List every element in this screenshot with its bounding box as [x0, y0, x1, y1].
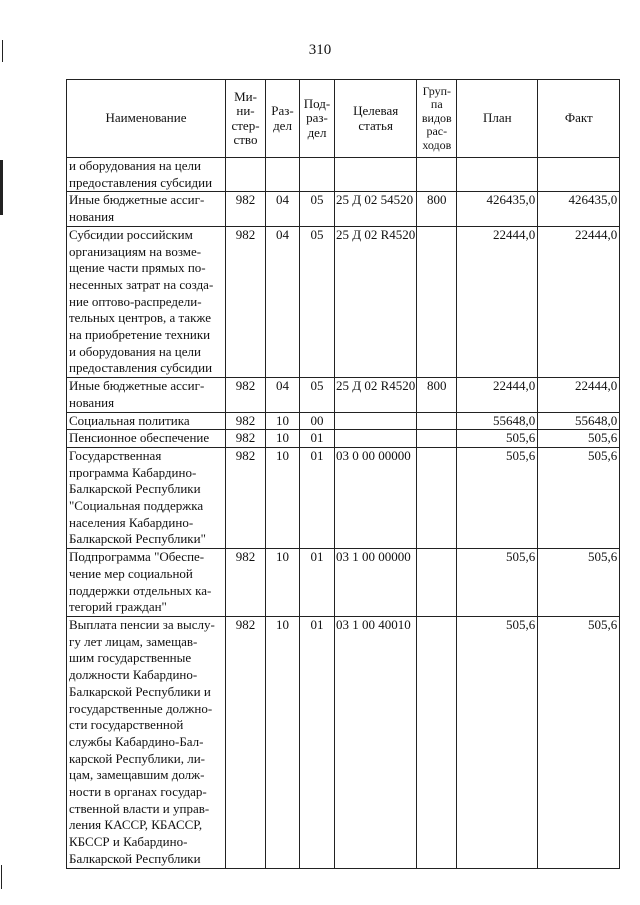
- text-line: гу лет лицам, замещав-: [69, 633, 198, 649]
- text-line: поддержки отдельных ка-: [69, 582, 212, 598]
- cell-plan: 22444,0: [457, 378, 538, 412]
- header-row: [67, 80, 620, 158]
- text-line: должности Кабардино-: [69, 667, 198, 683]
- text-line: видов: [421, 110, 452, 125]
- cell-expense-group: [417, 226, 457, 377]
- cell-section: 10: [266, 412, 300, 430]
- table-row: [67, 378, 620, 412]
- cell-section: 10: [266, 549, 300, 617]
- text-line: щение части прямых по-: [69, 260, 206, 276]
- table-row: [67, 226, 620, 377]
- text-line: Балкарской Республики": [69, 531, 206, 547]
- text-line: Подпрограмма "Обеспе-: [69, 549, 205, 565]
- text-line: нования: [69, 394, 115, 410]
- text-line: Целевая: [353, 103, 399, 118]
- cell-expense-group: [417, 158, 457, 192]
- cell-subsection: 01: [300, 430, 335, 448]
- cell-ministry: 982: [226, 226, 266, 377]
- text-line: Иные бюджетные ассиг-: [69, 192, 205, 208]
- text-line: ходов: [422, 137, 452, 152]
- cell-ministry: 982: [226, 192, 266, 226]
- text-line: несенных затрат на созда-: [69, 276, 214, 292]
- cell-fact: 22444,0: [538, 378, 620, 412]
- cell-expense-group: 800: [417, 192, 457, 226]
- cell-plan: 55648,0: [457, 412, 538, 430]
- cell-subsection: 01: [300, 616, 335, 868]
- cell-ministry: 982: [226, 549, 266, 617]
- cell-subsection: [300, 158, 335, 192]
- text-line: статья: [358, 117, 393, 133]
- text-line: Выплата пенсии за выслу-: [69, 616, 215, 632]
- cell-expense-group: [417, 412, 457, 430]
- cell-plan: 505,6: [457, 549, 538, 617]
- text-line: Ми-: [234, 88, 257, 104]
- cell-name: [67, 378, 226, 412]
- cell-fact: 55648,0: [538, 412, 620, 430]
- text-line: организациям на возме-: [69, 243, 202, 259]
- cell-target-article: [335, 412, 417, 430]
- cell-ministry: [226, 158, 266, 192]
- text-line: Наименование: [105, 110, 187, 126]
- table-row: [67, 192, 620, 226]
- header-expense-group: [417, 80, 457, 158]
- cell-expense-group: 800: [417, 378, 457, 412]
- cell-name: [67, 549, 226, 617]
- cell-subsection: 05: [300, 192, 335, 226]
- header-subsection: [300, 80, 335, 158]
- cell-name: [67, 226, 226, 377]
- cell-ministry: 982: [226, 447, 266, 548]
- text-line: тегорий граждан": [69, 599, 167, 615]
- cell-target-article: 03 1 00 40010: [335, 616, 417, 868]
- text-line: сти государственной: [69, 717, 184, 733]
- cell-fact: 505,6: [538, 447, 620, 548]
- header-plan: [457, 80, 538, 158]
- header-section: [266, 80, 300, 158]
- scan-mark-left-bottom: [1, 865, 2, 889]
- text-line: Груп-: [422, 83, 452, 98]
- cell-target-article: [335, 430, 417, 448]
- text-line: государственные должно-: [69, 700, 213, 716]
- text-line: Балкарской Республики: [69, 850, 201, 866]
- text-line: шим государственные: [69, 650, 192, 666]
- cell-fact: [538, 158, 620, 192]
- text-line: Субсидии российским: [69, 226, 193, 242]
- text-line: Раз-: [271, 103, 294, 118]
- cell-name: [67, 616, 226, 868]
- cell-section: 10: [266, 430, 300, 448]
- text-line: Пенсионное обеспечение: [69, 430, 210, 446]
- text-line: и оборудования на цели: [69, 158, 201, 173]
- text-line: программа Кабардино-: [69, 464, 197, 480]
- cell-plan: 505,6: [457, 430, 538, 448]
- text-line: населения Кабардино-: [69, 514, 194, 530]
- text-line: на приобретение техники: [69, 327, 211, 343]
- cell-target-article: 25 Д 02 R4520: [335, 378, 417, 412]
- table-row: [67, 430, 620, 448]
- cell-name: [67, 412, 226, 430]
- text-line: предоставления субсидии: [69, 174, 213, 190]
- cell-expense-group: [417, 616, 457, 868]
- text-line: па: [430, 97, 443, 112]
- cell-section: 04: [266, 192, 300, 226]
- cell-target-article: 25 Д 02 R4520: [335, 226, 417, 377]
- cell-target-article: 25 Д 02 54520: [335, 192, 417, 226]
- text-line: стер-: [231, 117, 260, 133]
- text-line: чение мер социальной: [69, 565, 193, 581]
- text-line: и оборудования на цели: [69, 343, 201, 359]
- scan-mark-top-left: [2, 40, 3, 62]
- cell-subsection: 00: [300, 412, 335, 430]
- text-line: ности в органах государ-: [69, 784, 207, 800]
- cell-ministry: 982: [226, 378, 266, 412]
- cell-name: [67, 430, 226, 448]
- text-line: ления КАССР, КБАССР,: [69, 817, 203, 833]
- cell-ministry: 982: [226, 412, 266, 430]
- header-ministry: [226, 80, 266, 158]
- text-line: "Социальная поддержка: [69, 498, 204, 514]
- text-line: ни-: [236, 103, 255, 118]
- table-row: [67, 549, 620, 617]
- table-row: [67, 616, 620, 868]
- cell-subsection: 01: [300, 447, 335, 548]
- text-line: рас-: [426, 124, 448, 139]
- cell-plan: 505,6: [457, 616, 538, 868]
- cell-subsection: 05: [300, 226, 335, 377]
- text-line: ственной власти и управ-: [69, 800, 210, 816]
- text-line: КБССР и Кабардино-: [69, 834, 188, 850]
- text-line: цам, замещавшим долж-: [69, 767, 205, 783]
- text-line: нования: [69, 209, 115, 225]
- cell-fact: 505,6: [538, 430, 620, 448]
- cell-ministry: 982: [226, 430, 266, 448]
- text-line: дел: [273, 117, 292, 133]
- cell-fact: 22444,0: [538, 226, 620, 377]
- cell-section: 04: [266, 226, 300, 377]
- cell-expense-group: [417, 549, 457, 617]
- text-line: предоставления субсидии: [69, 360, 213, 376]
- cell-plan: 22444,0: [457, 226, 538, 377]
- cell-plan: 426435,0: [457, 192, 538, 226]
- cell-expense-group: [417, 430, 457, 448]
- text-line: раз-: [306, 110, 328, 126]
- cell-section: 04: [266, 378, 300, 412]
- text-line: службы Кабардино-Бал-: [69, 733, 204, 749]
- header-target-article: [335, 80, 417, 158]
- cell-name: [67, 158, 226, 192]
- budget-table: [66, 79, 620, 869]
- cell-ministry: 982: [226, 616, 266, 868]
- cell-target-article: 03 1 00 00000: [335, 549, 417, 617]
- text-line: Факт: [564, 110, 593, 126]
- cell-subsection: 01: [300, 549, 335, 617]
- cell-target-article: 03 0 00 00000: [335, 447, 417, 548]
- text-line: Иные бюджетные ассиг-: [69, 378, 205, 394]
- text-line: карской Республики, ли-: [69, 750, 206, 766]
- cell-name: [67, 447, 226, 548]
- page-number: 310: [308, 42, 332, 58]
- table-row: [67, 158, 620, 192]
- text-line: Государственная: [69, 447, 162, 463]
- text-line: Балкарской Республики и: [69, 683, 211, 699]
- scan-mark-left: [0, 160, 3, 215]
- cell-fact: 505,6: [538, 616, 620, 868]
- cell-expense-group: [417, 447, 457, 548]
- text-line: План: [482, 110, 512, 126]
- cell-section: 10: [266, 447, 300, 548]
- text-line: ство: [233, 132, 258, 147]
- cell-section: 10: [266, 616, 300, 868]
- text-line: ние оптово-распредели-: [69, 293, 202, 309]
- cell-fact: 426435,0: [538, 192, 620, 226]
- text-line: Социальная политика: [69, 412, 190, 428]
- cell-target-article: [335, 158, 417, 192]
- cell-fact: 505,6: [538, 549, 620, 617]
- text-line: Балкарской Республики: [69, 481, 201, 497]
- cell-plan: [457, 158, 538, 192]
- cell-plan: 505,6: [457, 447, 538, 548]
- text-line: Под-: [303, 95, 331, 111]
- cell-section: [266, 158, 300, 192]
- table-row: [67, 412, 620, 430]
- text-line: дел: [307, 124, 327, 140]
- cell-name: [67, 192, 226, 226]
- text-line: тельных центров, а также: [69, 310, 211, 326]
- header-fact: [538, 80, 620, 158]
- cell-subsection: 05: [300, 378, 335, 412]
- table-row: [67, 447, 620, 548]
- header-name: [67, 80, 226, 158]
